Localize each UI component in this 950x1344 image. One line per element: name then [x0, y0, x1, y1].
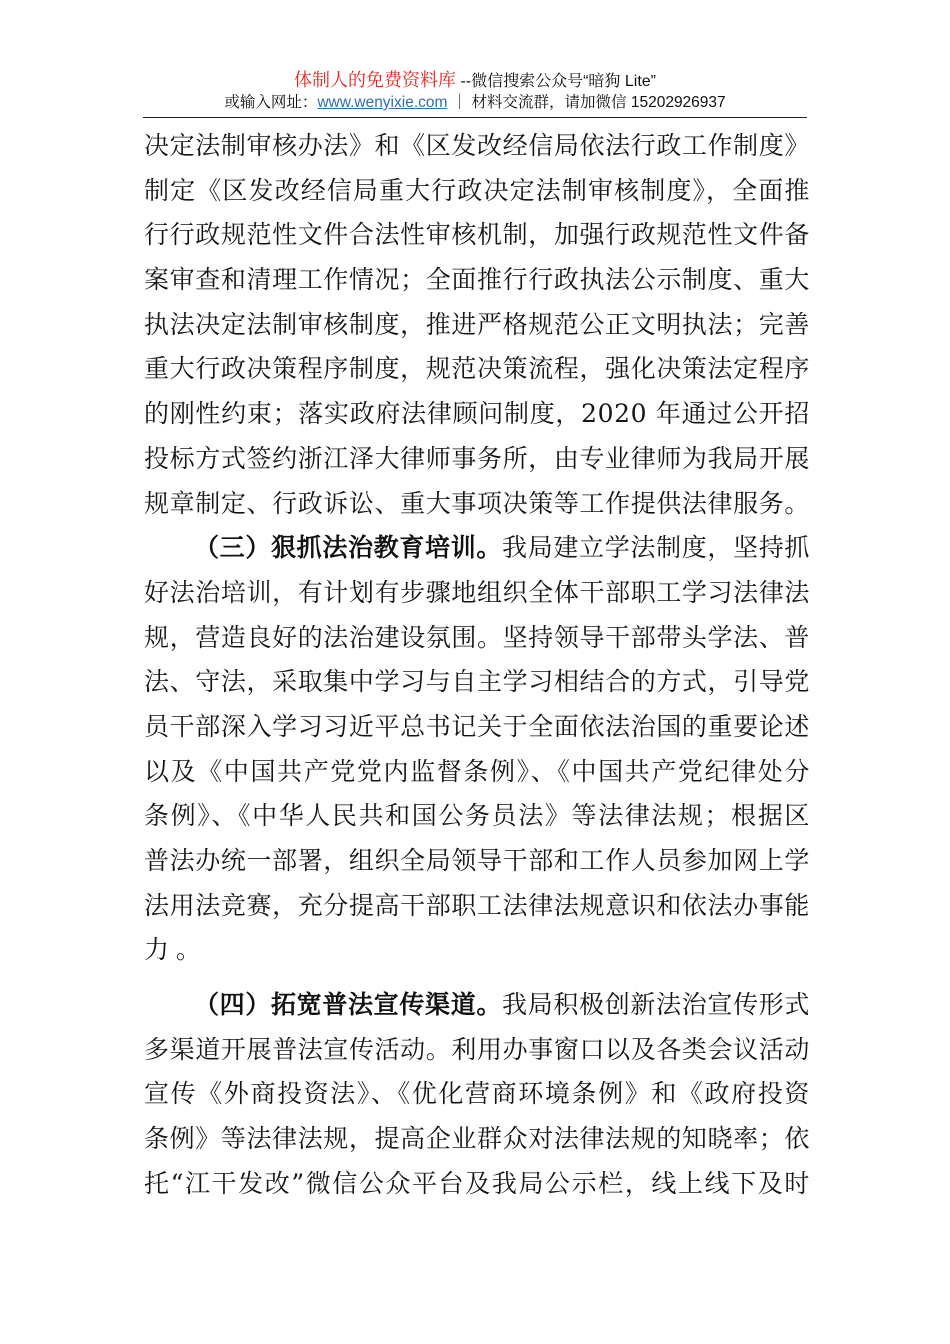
- text-line: 制定《区发改经信局重大行政决定法制审核制度》，全面推: [144, 175, 810, 205]
- text-line: 执法决定法制审核制度，推进严格规范公正文明执法；完善: [144, 309, 810, 339]
- text-line: 条例》等法律法规，提高企业群众对法律法规的知晓率；依: [144, 1124, 810, 1154]
- paragraph-publicity-channels: [144, 983, 810, 1206]
- page-header: [143, 68, 807, 114]
- section-heading-4: （四）拓宽普法宣传渠道。: [194, 990, 503, 1020]
- text-line: 规，营造良好的法治建设氛围。坚持领导干部带头学法、普: [144, 622, 810, 652]
- header-title-row: [143, 68, 807, 92]
- text-line: 重大行政决策程序制度，规范决策流程，强化决策法定程序: [144, 354, 810, 384]
- text-run: 我局积极创新法治宣传形式: [502, 990, 811, 1020]
- text-run: 我局建立学法制度，坚持抓: [502, 533, 811, 563]
- text-line: 托“江干发改”微信公众平台及我局公示栏，线上线下及时: [144, 1168, 810, 1198]
- text-line: 法、守法，采取集中学习与自主学习相结合的方式，引导党: [144, 667, 810, 697]
- text-line: 多渠道开展普法宣传活动。利用办事窗口以及各类会议活动: [144, 1034, 810, 1064]
- text-line: 决定法制审核办法》和《区发改经信局依法行政工作制度》: [144, 131, 810, 160]
- document-body: [144, 124, 810, 1207]
- header-separator: ｜: [447, 94, 472, 111]
- paragraph-legal-review: [144, 124, 810, 526]
- text-line: 法用法竞赛，充分提高干部职工法律法规意识和依法办事能: [144, 890, 810, 920]
- paragraph-spacer: [144, 973, 810, 983]
- header-contact-row: [143, 92, 807, 114]
- text-line: 以及《中国共产党党内监督条例》、《中国共产党纪律处分: [144, 756, 810, 786]
- text-line: 力。: [144, 935, 208, 965]
- url-prefix-label: 或输入网址：: [224, 94, 318, 111]
- text-line: 普法办统一部署，组织全局领导干部和工作人员参加网上学: [144, 846, 810, 875]
- text-line: [144, 526, 810, 571]
- text-line: 的刚性约束；落实政府法律顾问制度，2020 年通过公开招: [144, 399, 810, 429]
- text-line: 规章制定、行政诉讼、重大事项决策等工作提供法律服务。: [144, 488, 810, 518]
- text-line: 员干部深入学习习近平总书记关于全面依法治国的重要论述: [144, 711, 810, 741]
- text-line: 行行政规范性文件合法性审核机制，加强行政规范性文件备: [144, 220, 810, 250]
- text-line: [144, 983, 810, 1028]
- text-line: 案审查和清理工作情况；全面推行行政执法公示制度、重大: [144, 265, 810, 295]
- website-link[interactable]: www.wenyixie.com: [317, 94, 448, 111]
- paragraph-legal-education: [144, 526, 810, 973]
- brand-title: 体制人的免费资料库: [293, 70, 456, 90]
- text-line: 宣传《外商投资法》、《优化营商环境条例》和《政府投资: [144, 1079, 810, 1109]
- section-heading-3: （三）狠抓法治教育培训。: [194, 533, 503, 563]
- text-line: 投标方式签约浙江泽大律师事务所，由专业律师为我局开展: [144, 443, 810, 473]
- text-line: 条例》、《中华人民共和国公务员法》等法律法规；根据区: [144, 801, 810, 831]
- header-divider: [143, 117, 807, 118]
- contact-info: 材料交流群，请加微信 15202926937: [471, 94, 726, 111]
- text-line: 好法治培训，有计划有步骤地组织全体干部职工学习法律法: [144, 577, 810, 607]
- header-tagline: --微信搜索公众号“暗狗 Lite”: [455, 73, 656, 90]
